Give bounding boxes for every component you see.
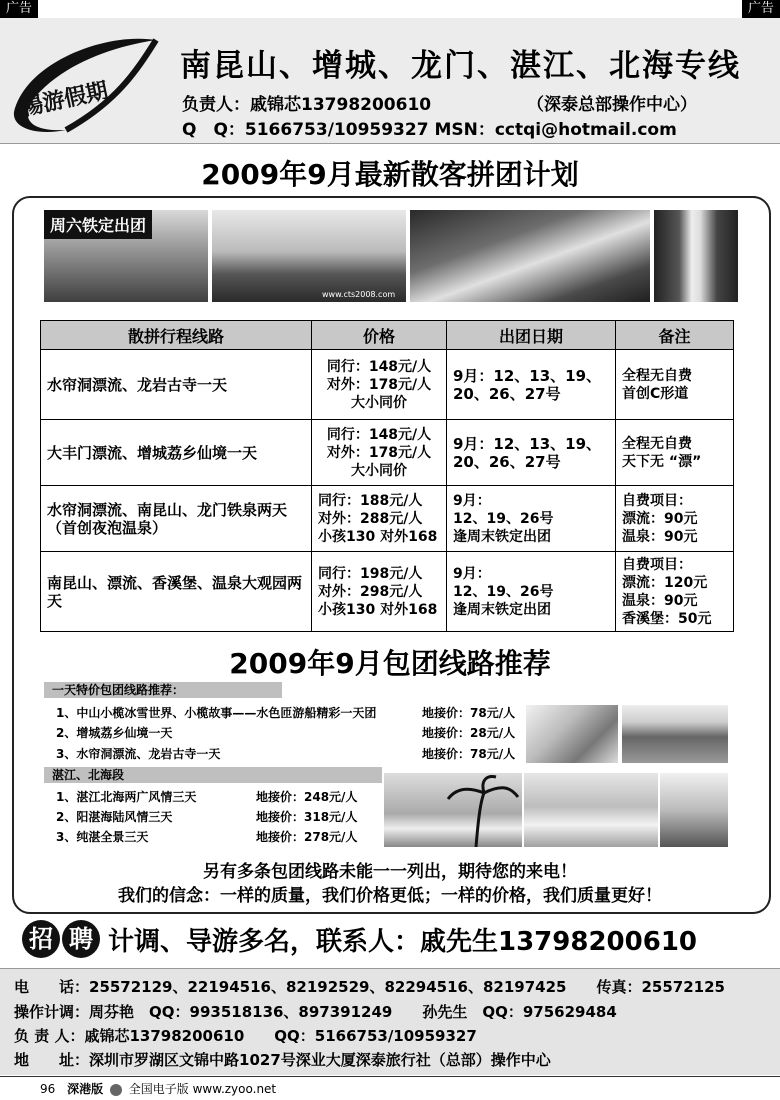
price-line: 小孩130 对外168 bbox=[318, 528, 438, 545]
waterfall-photo bbox=[654, 210, 738, 302]
palm-beach-photo bbox=[384, 773, 522, 847]
date-line: 9月：12、13、19、 bbox=[453, 366, 602, 385]
price-line: 对外：288元/人 bbox=[318, 510, 423, 527]
date-line: 12、19、26号 bbox=[453, 510, 554, 527]
beach-photo bbox=[524, 773, 658, 847]
table-row bbox=[41, 552, 734, 632]
date-line: 20、26、27号 bbox=[453, 384, 561, 403]
list-item-price: 地接价：278元/人 bbox=[256, 830, 358, 844]
header-center: （深泰总部操作中心） bbox=[527, 95, 697, 115]
reservoir-photo bbox=[44, 210, 208, 302]
list-item: 2、增城荔乡仙境一天 bbox=[56, 726, 173, 740]
palm-tree-icon bbox=[384, 773, 522, 847]
date-line: 逢周末铁定出团 bbox=[453, 601, 551, 618]
note-line: 首创C形道 bbox=[622, 385, 689, 402]
price-line: 同行：188元/人 bbox=[318, 492, 423, 509]
zhanjiang-heading: 湛江、北海段 bbox=[44, 767, 382, 783]
header-contact: Q Q：5166753/10959327 MSN：cctqi@hotmail.com bbox=[182, 120, 677, 140]
list-item-price: 地接价：318元/人 bbox=[256, 810, 358, 824]
recruit-banner bbox=[22, 920, 697, 966]
list-item: 2、阳湛海陆风情三天 bbox=[56, 810, 173, 824]
route-cell: 水帘洞漂流、南昆山、龙门铁泉两天（首创夜泡温泉） bbox=[41, 486, 312, 552]
photo-badge: 周六铁定出团 bbox=[44, 210, 152, 239]
col-date-header: 出团日期 bbox=[447, 321, 616, 350]
list-item-price: 地接价：248元/人 bbox=[256, 790, 358, 804]
note-line: 全程无自费 bbox=[622, 435, 692, 452]
lighthouse-photo bbox=[660, 773, 728, 847]
contact-panel bbox=[0, 968, 780, 1075]
price-line: 同行：198元/人 bbox=[318, 565, 423, 582]
price-line: 大小同价 bbox=[351, 462, 407, 479]
main-title: 2009年9月最新散客拼团计划 bbox=[201, 158, 579, 191]
note-line: 全程无自费 bbox=[622, 367, 692, 384]
ad-label-right: 广告 bbox=[742, 0, 780, 18]
group-title: 2009年9月包团线路推荐 bbox=[229, 647, 551, 680]
note-line: 自费项目： bbox=[622, 556, 692, 573]
schedule-table bbox=[40, 320, 734, 632]
promo-belief: 我们的信念：一样的质量，我们价格更低；一样的价格，我们质量更好！ bbox=[118, 886, 662, 906]
ice-world-photo bbox=[526, 705, 618, 763]
list-item-price: 地接价：28元/人 bbox=[422, 726, 516, 740]
page-number: 96 bbox=[40, 1082, 56, 1096]
photo-caption: www.cts2008.com bbox=[322, 290, 396, 299]
note-line: 漂流：90元 bbox=[622, 510, 698, 527]
recruit-char-2: 聘 bbox=[62, 920, 100, 958]
list-item: 1、湛江北海两广风情三天 bbox=[56, 790, 197, 804]
oneday-heading: 一天特价包团线路推荐： bbox=[44, 682, 282, 698]
recruit-char-1: 招 bbox=[22, 920, 60, 958]
lake-park-photo bbox=[622, 705, 728, 763]
header-banner bbox=[0, 18, 780, 144]
price-line: 对外：178元/人 bbox=[326, 376, 432, 393]
list-item: 1、中山小榄冰雪世界、小榄故事——水色匝游船精彩一天团 bbox=[56, 706, 377, 720]
date-line: 12、19、26号 bbox=[453, 583, 554, 600]
note-line: 自费项目： bbox=[622, 492, 692, 509]
table-row bbox=[41, 486, 734, 552]
col-route-header: 散拼行程线路 bbox=[41, 321, 312, 350]
edition-label: 深港版 bbox=[67, 1082, 104, 1096]
note-line: 香溪堡：50元 bbox=[622, 610, 712, 627]
table-header-row bbox=[41, 321, 734, 350]
contact-address: 地 址：深圳市罗湖区文锦中路1027号深业大厦深泰旅行社（总部）操作中心 bbox=[14, 1051, 551, 1069]
list-item-price: 地接价：78元/人 bbox=[422, 747, 516, 761]
list-item: 3、水帘洞漂流、龙岩古寺一天 bbox=[56, 747, 221, 761]
table-row bbox=[41, 420, 734, 486]
recruit-text: 计调、导游多名，联系人：戚先生13798200610 bbox=[108, 926, 697, 957]
note-line: 天下无 “漂” bbox=[622, 453, 702, 470]
footer-rule bbox=[0, 1076, 780, 1077]
date-line: 20、26、27号 bbox=[453, 452, 561, 471]
contact-manager: 负 责 人：戚锦芯13798200610 QQ：5166753/10959327 bbox=[14, 1027, 477, 1045]
mountain-photo bbox=[212, 210, 406, 302]
ad-label-left: 广告 bbox=[0, 0, 38, 18]
date-line: 9月： bbox=[453, 492, 491, 509]
stream-photo bbox=[410, 210, 650, 302]
site-label: 全国电子版 www.zyoo.net bbox=[128, 1082, 277, 1096]
table-row bbox=[41, 350, 734, 420]
price-line: 小孩130 对外168 bbox=[318, 601, 438, 618]
header-person: 负责人：戚锦芯13798200610 bbox=[182, 95, 432, 115]
price-line: 对外：298元/人 bbox=[318, 583, 423, 600]
note-line: 温泉：90元 bbox=[622, 528, 698, 545]
promo-more-routes: 另有多条包团线路未能一一列出，期待您的来电！ bbox=[203, 862, 577, 882]
price-line: 同行：148元/人 bbox=[326, 426, 432, 443]
list-item-price: 地接价：78元/人 bbox=[422, 706, 516, 720]
price-line: 大小同价 bbox=[351, 394, 407, 411]
price-line: 对外：178元/人 bbox=[326, 444, 432, 461]
note-line: 漂流：120元 bbox=[622, 574, 708, 591]
price-line: 同行：148元/人 bbox=[326, 358, 432, 375]
date-line: 逢周末铁定出团 bbox=[453, 528, 551, 545]
logo-text: 暢游假期 bbox=[18, 77, 111, 122]
route-cell: 南昆山、漂流、香溪堡、温泉大观园两天 bbox=[41, 552, 312, 632]
note-line: 温泉：90元 bbox=[622, 592, 698, 609]
list-item: 3、纯湛全景三天 bbox=[56, 830, 149, 844]
date-line: 9月： bbox=[453, 565, 491, 582]
col-price-header: 价格 bbox=[312, 321, 447, 350]
route-cell: 水帘洞漂流、龙岩古寺一天 bbox=[41, 350, 312, 420]
site-logo-icon bbox=[110, 1084, 122, 1096]
route-cell: 大丰门漂流、增城荔乡仙境一天 bbox=[41, 420, 312, 486]
header-title: 南昆山、增城、龙门、湛江、北海专线 bbox=[180, 48, 741, 84]
date-line: 9月：12、13、19、 bbox=[453, 434, 602, 453]
contact-phone: 电 话：25572129、22194516、82192529、82294516、82197425 传真：25572125 bbox=[14, 978, 725, 996]
page-footer bbox=[40, 1080, 276, 1097]
contact-ops: 操作计调：周芬艳 QQ：993518136、897391249 孙先生 QQ：975629484 bbox=[14, 1003, 617, 1021]
col-note-header: 备注 bbox=[616, 321, 734, 350]
